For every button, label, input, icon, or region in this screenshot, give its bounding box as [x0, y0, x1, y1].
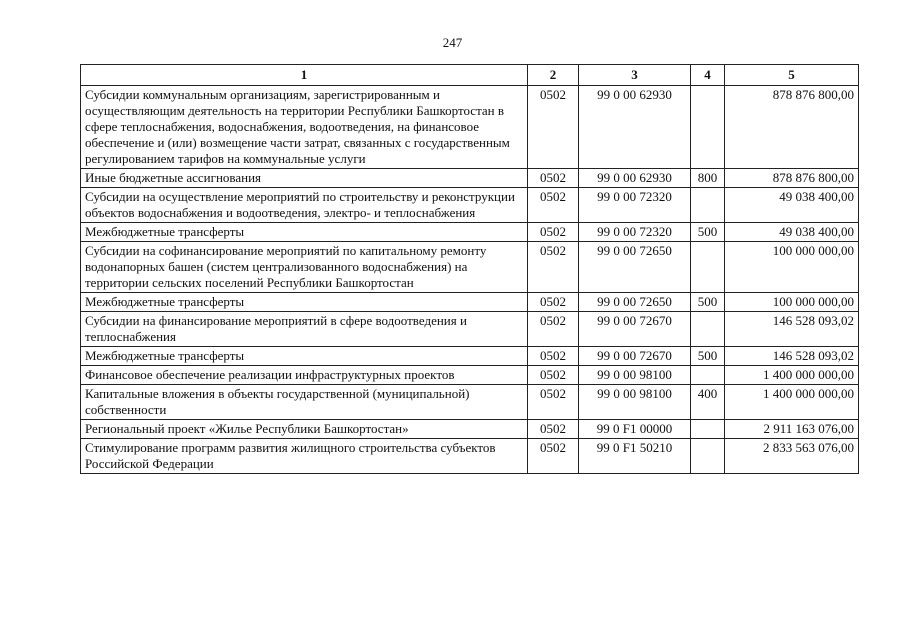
table-row	[81, 347, 859, 366]
row-section: 0502	[528, 86, 579, 169]
row-expense-type: 500	[691, 293, 725, 312]
row-section: 0502	[528, 385, 579, 420]
row-expense-type	[691, 86, 725, 169]
row-code: 99 0 00 62930	[579, 86, 691, 169]
row-name: Финансовое обеспечение реализации инфраструктурных проектов	[81, 366, 528, 385]
row-name: Субсидии на осуществление мероприятий по строительству и реконструкции объектов водоснабжения и водоотведения, электро- и теплоснабжения	[81, 188, 528, 223]
row-section: 0502	[528, 312, 579, 347]
table-row	[81, 169, 859, 188]
row-expense-type	[691, 439, 725, 474]
row-expense-type: 800	[691, 169, 725, 188]
row-amount: 878 876 800,00	[725, 86, 859, 169]
table-row	[81, 366, 859, 385]
table-row	[81, 86, 859, 169]
row-section: 0502	[528, 347, 579, 366]
table-row	[81, 312, 859, 347]
row-name: Межбюджетные трансферты	[81, 223, 528, 242]
table-row	[81, 242, 859, 293]
row-section: 0502	[528, 188, 579, 223]
row-amount: 2 911 163 076,00	[725, 420, 859, 439]
column-header-2: 2	[528, 65, 579, 86]
table-row	[81, 188, 859, 223]
table-header-row	[81, 65, 859, 86]
table-row	[81, 420, 859, 439]
row-section: 0502	[528, 223, 579, 242]
table-row	[81, 293, 859, 312]
row-code: 99 0 00 72670	[579, 312, 691, 347]
row-code: 99 0 00 72650	[579, 242, 691, 293]
row-name: Капитальные вложения в объекты государственной (муниципальной) собственности	[81, 385, 528, 420]
row-section: 0502	[528, 293, 579, 312]
row-amount: 146 528 093,02	[725, 312, 859, 347]
row-code: 99 0 F1 50210	[579, 439, 691, 474]
budget-table	[80, 64, 859, 474]
row-expense-type: 500	[691, 347, 725, 366]
row-code: 99 0 00 98100	[579, 385, 691, 420]
page-number: 247	[442, 35, 463, 50]
row-section: 0502	[528, 366, 579, 385]
table-row	[81, 385, 859, 420]
column-header-5: 5	[725, 65, 859, 86]
row-name: Межбюджетные трансферты	[81, 293, 528, 312]
row-code: 99 0 00 72320	[579, 223, 691, 242]
row-amount: 100 000 000,00	[725, 242, 859, 293]
row-expense-type	[691, 188, 725, 223]
table-row	[81, 223, 859, 242]
row-code: 99 0 F1 00000	[579, 420, 691, 439]
row-amount: 146 528 093,02	[725, 347, 859, 366]
row-expense-type	[691, 242, 725, 293]
row-name: Субсидии на финансирование мероприятий в сфере водоотведения и теплоснабжения	[81, 312, 528, 347]
row-name: Стимулирование программ развития жилищного строительства субъектов Российской Федерации	[81, 439, 528, 474]
row-code: 99 0 00 62930	[579, 169, 691, 188]
row-amount: 1 400 000 000,00	[725, 366, 859, 385]
row-name: Субсидии коммунальным организациям, зарегистрированным и осуществляющим деятельность на территории Республики Башкортостан в сфере теплоснабжения, водоснабжения, водоотведения, на финансовое обеспечение и (или) возмещение части затрат, связанных с государственным регулированием тарифов на коммунальные услуги	[81, 86, 528, 169]
row-amount: 49 038 400,00	[725, 188, 859, 223]
row-amount: 878 876 800,00	[725, 169, 859, 188]
row-code: 99 0 00 72650	[579, 293, 691, 312]
column-header-3: 3	[579, 65, 691, 86]
row-expense-type	[691, 366, 725, 385]
row-name: Иные бюджетные ассигнования	[81, 169, 528, 188]
table-row	[81, 439, 859, 474]
column-header-4: 4	[691, 65, 725, 86]
row-code: 99 0 00 72320	[579, 188, 691, 223]
row-section: 0502	[528, 439, 579, 474]
row-amount: 49 038 400,00	[725, 223, 859, 242]
row-expense-type	[691, 420, 725, 439]
row-amount: 1 400 000 000,00	[725, 385, 859, 420]
row-name: Региональный проект «Жилье Республики Башкортостан»	[81, 420, 528, 439]
row-amount: 100 000 000,00	[725, 293, 859, 312]
row-name: Межбюджетные трансферты	[81, 347, 528, 366]
row-code: 99 0 00 72670	[579, 347, 691, 366]
row-code: 99 0 00 98100	[579, 366, 691, 385]
row-expense-type	[691, 312, 725, 347]
row-expense-type: 500	[691, 223, 725, 242]
row-section: 0502	[528, 242, 579, 293]
column-header-1: 1	[81, 65, 528, 86]
row-section: 0502	[528, 420, 579, 439]
row-expense-type: 400	[691, 385, 725, 420]
row-name: Субсидии на софинансирование мероприятий по капитальному ремонту водонапорных башен (систем централизованного водоснабжения) на территории сельских поселений Республики Башкортостан	[81, 242, 528, 293]
row-section: 0502	[528, 169, 579, 188]
row-amount: 2 833 563 076,00	[725, 439, 859, 474]
